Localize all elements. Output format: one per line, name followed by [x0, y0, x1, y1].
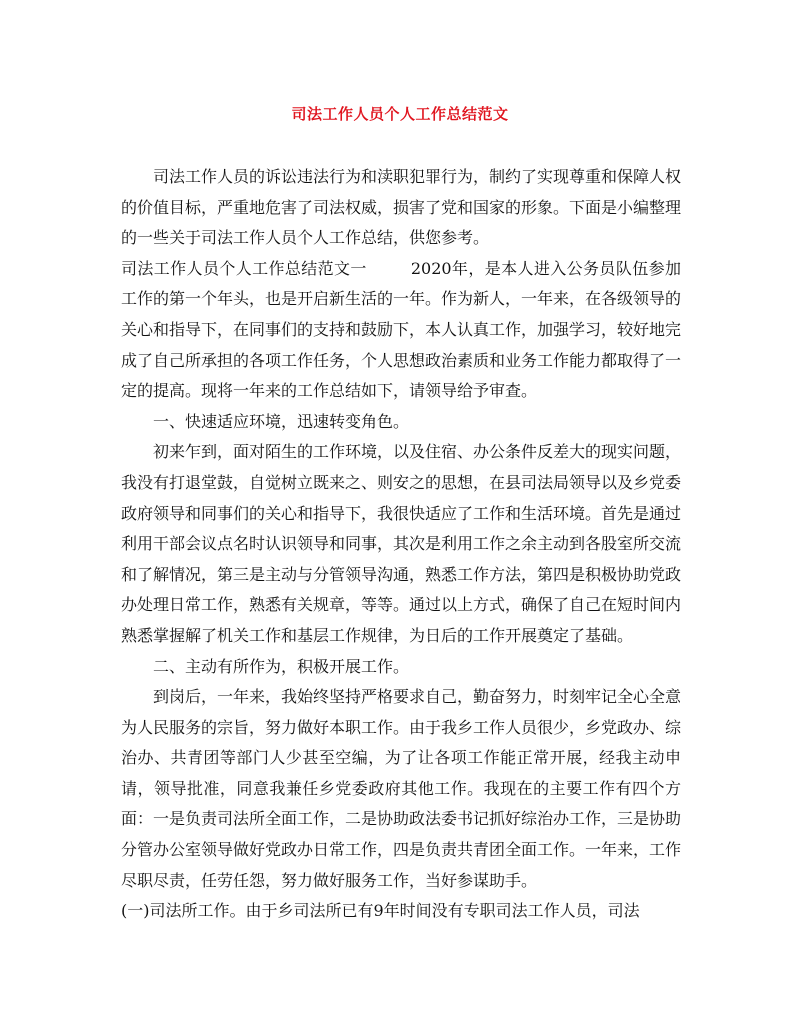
sample-paragraph — [121, 254, 681, 407]
subsection-1-paragraph: (一)司法所工作。由于乡司法所已有9年时间没有专职司法工作人员，司法 — [121, 901, 640, 921]
intro-paragraph: 司法工作人员的诉讼违法行为和渎职犯罪行为，制约了实现尊重和保障人权的价值目标，严重地危害了司法权威，损害了党和国家的形象。下面是小编整理的一些关于司法工作人员个人工作总结，供您参考。 — [121, 167, 682, 248]
document-body — [121, 162, 681, 927]
section-2-heading: 二、主动有所作为，积极开展工作。 — [153, 656, 410, 676]
sample-first-paragraph: 2020年，是本人进入公务员队伍参加工作的第一个年头，也是开启新生活的一年。作为新人，一年来，在各级领导的关心和指导下，在同事们的支持和鼓励下，本人认真工作，加强学习，较好地完成了自己所承担的各项工作任务，个人思想政治素质和业务工作能力都取得了一定的提高。现将一年来的工作总结如下，请领导给予审查。 — [121, 258, 682, 401]
section-1-paragraph: 初来乍到，面对陌生的工作环境，以及住宿、办公条件反差大的现实问题，我没有打退堂鼓，自觉树立既来之、则安之的思想，在县司法局领导以及乡党委政府领导和同事们的关心和指导下，我很快适应了工作和生活环境。首先是通过利用干部会议点名时认识领导和同事，其次是利用工作之余主动到各股室所交流和了解情况，第三是主动与分管领导沟通，熟悉工作方法，第四是积极协助党政办处理日常工作，熟悉有关规章，等等。通过以上方式，确保了自己在短时间内熟悉掌握解了机关工作和基层工作规律，为日后的工作开展奠定了基础。 — [121, 442, 682, 645]
document-title: 司法工作人员个人工作总结范文 — [291, 105, 509, 123]
sample-heading: 司法工作人员个人工作总结范文一 — [121, 258, 367, 278]
section-1-heading: 一、快速适应环境，迅速转变角色。 — [153, 411, 410, 431]
section-2-paragraph: 到岗后，一年来，我始终坚持严格要求自己，勤奋努力，时刻牢记全心全意为人民服务的宗旨，努力做好本职工作。由于我乡工作人员很少，乡党政办、综治办、共青团等部门人少甚至空编，为了让各项工作能正常开展，经我主动申请，领导批准，同意我兼任乡党委政府其他工作。我现在的主要工作有四个方面：一是负责司法所全面工作，二是协助政法委书记抓好综治办工作，三是协助分管办公室领导做好党政办日常工作，四是负责共青团全面工作。一年来，工作尽职尽责，任劳任怨，努力做好服务工作，当好参谋助手。 — [121, 687, 682, 890]
